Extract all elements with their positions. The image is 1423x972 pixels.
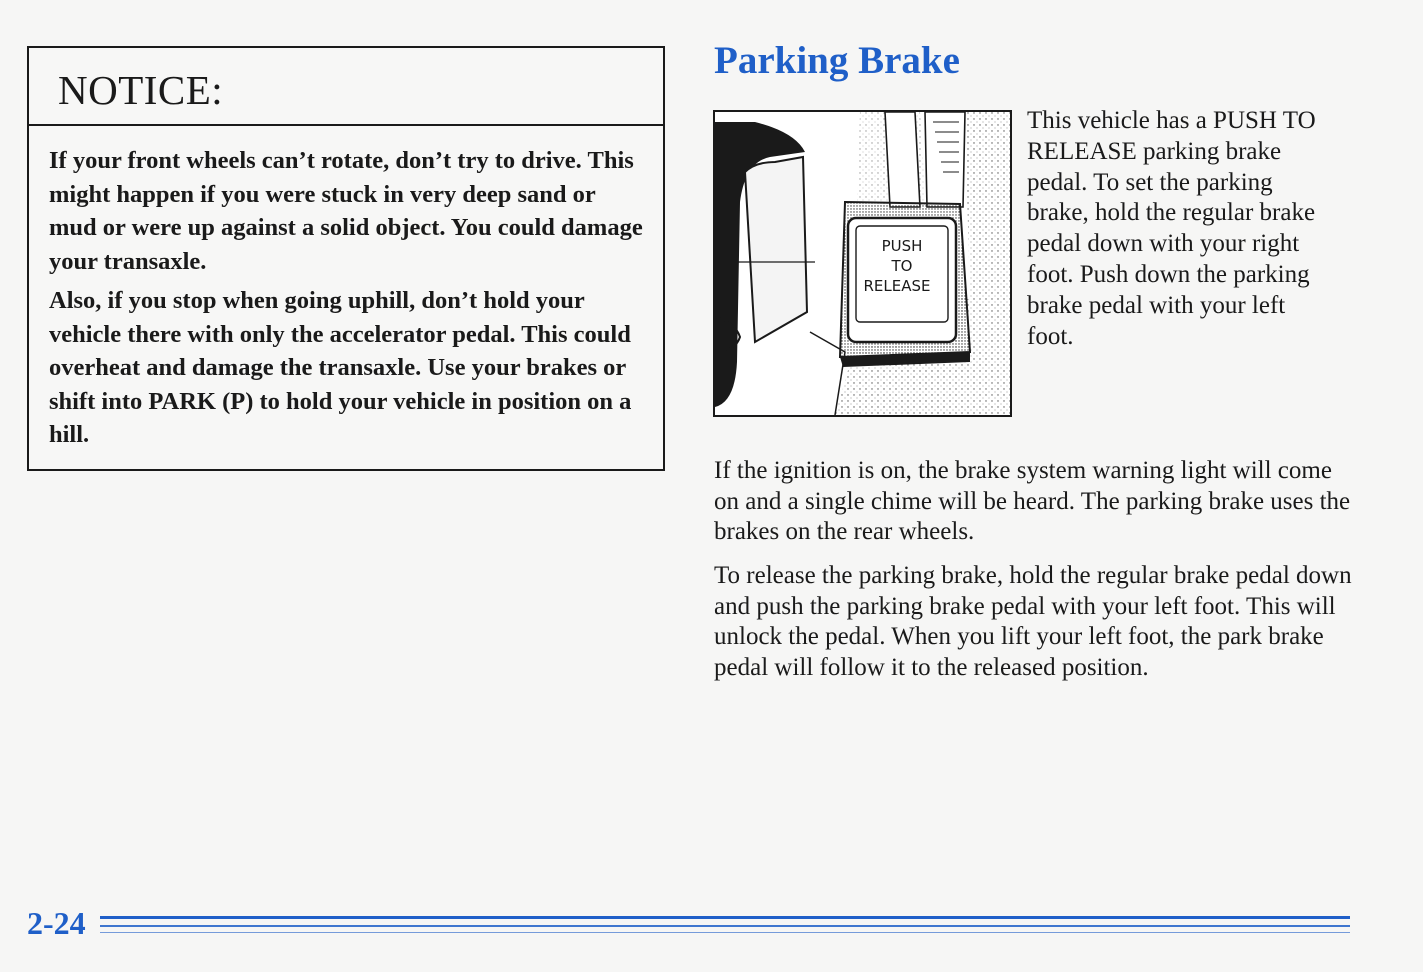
notice-title: NOTICE:: [58, 67, 224, 113]
body-paragraph-2: To release the parking brake, hold the regular brake pedal down and push the parking brake pedal with your left foot. This will unlock the pedal. When you lift your left foot, the park brake pedal will follow it to the released position.: [714, 562, 1352, 681]
notice-paragraph-2: Also, if you stop when going uphill, don’t hold your vehicle there with only the accelerator pedal. This could overheat and damage the transaxle. Use your brakes or shift into PARK (P) to hold your vehicle in position on a hill.: [49, 287, 632, 448]
parking-brake-illustration: [713, 110, 1012, 417]
notice-box: [27, 46, 665, 471]
notice-header: [29, 48, 663, 126]
page-number: 2-24: [27, 905, 86, 941]
footer-rule: [100, 916, 1350, 933]
pedal-label-to: TO: [891, 257, 913, 275]
parking-brake-pedal-drawing: [715, 112, 1010, 415]
notice-paragraph-1: If your front wheels can’t rotate, don’t try to drive. This might happen if you were stuck in very deep sand or mud or were up against a solid object. You could damage your transaxle.: [49, 147, 643, 275]
body-paragraph-1: If the ignition is on, the brake system warning light will come on and a single chime will be heard. The parking brake uses the brakes on the rear wheels.: [714, 457, 1351, 545]
section-title: Parking Brake: [714, 39, 960, 82]
intro-paragraph: This vehicle has a PUSH TO RELEASE parking brake pedal. To set the parking brake, hold the regular brake pedal down with your right foot. Push down the parking brake pedal with your left foot.: [1027, 107, 1316, 350]
pedal-label-push: PUSH: [881, 237, 923, 255]
notice-body: [29, 126, 663, 452]
pedal-label-release: RELEASE: [863, 277, 931, 295]
